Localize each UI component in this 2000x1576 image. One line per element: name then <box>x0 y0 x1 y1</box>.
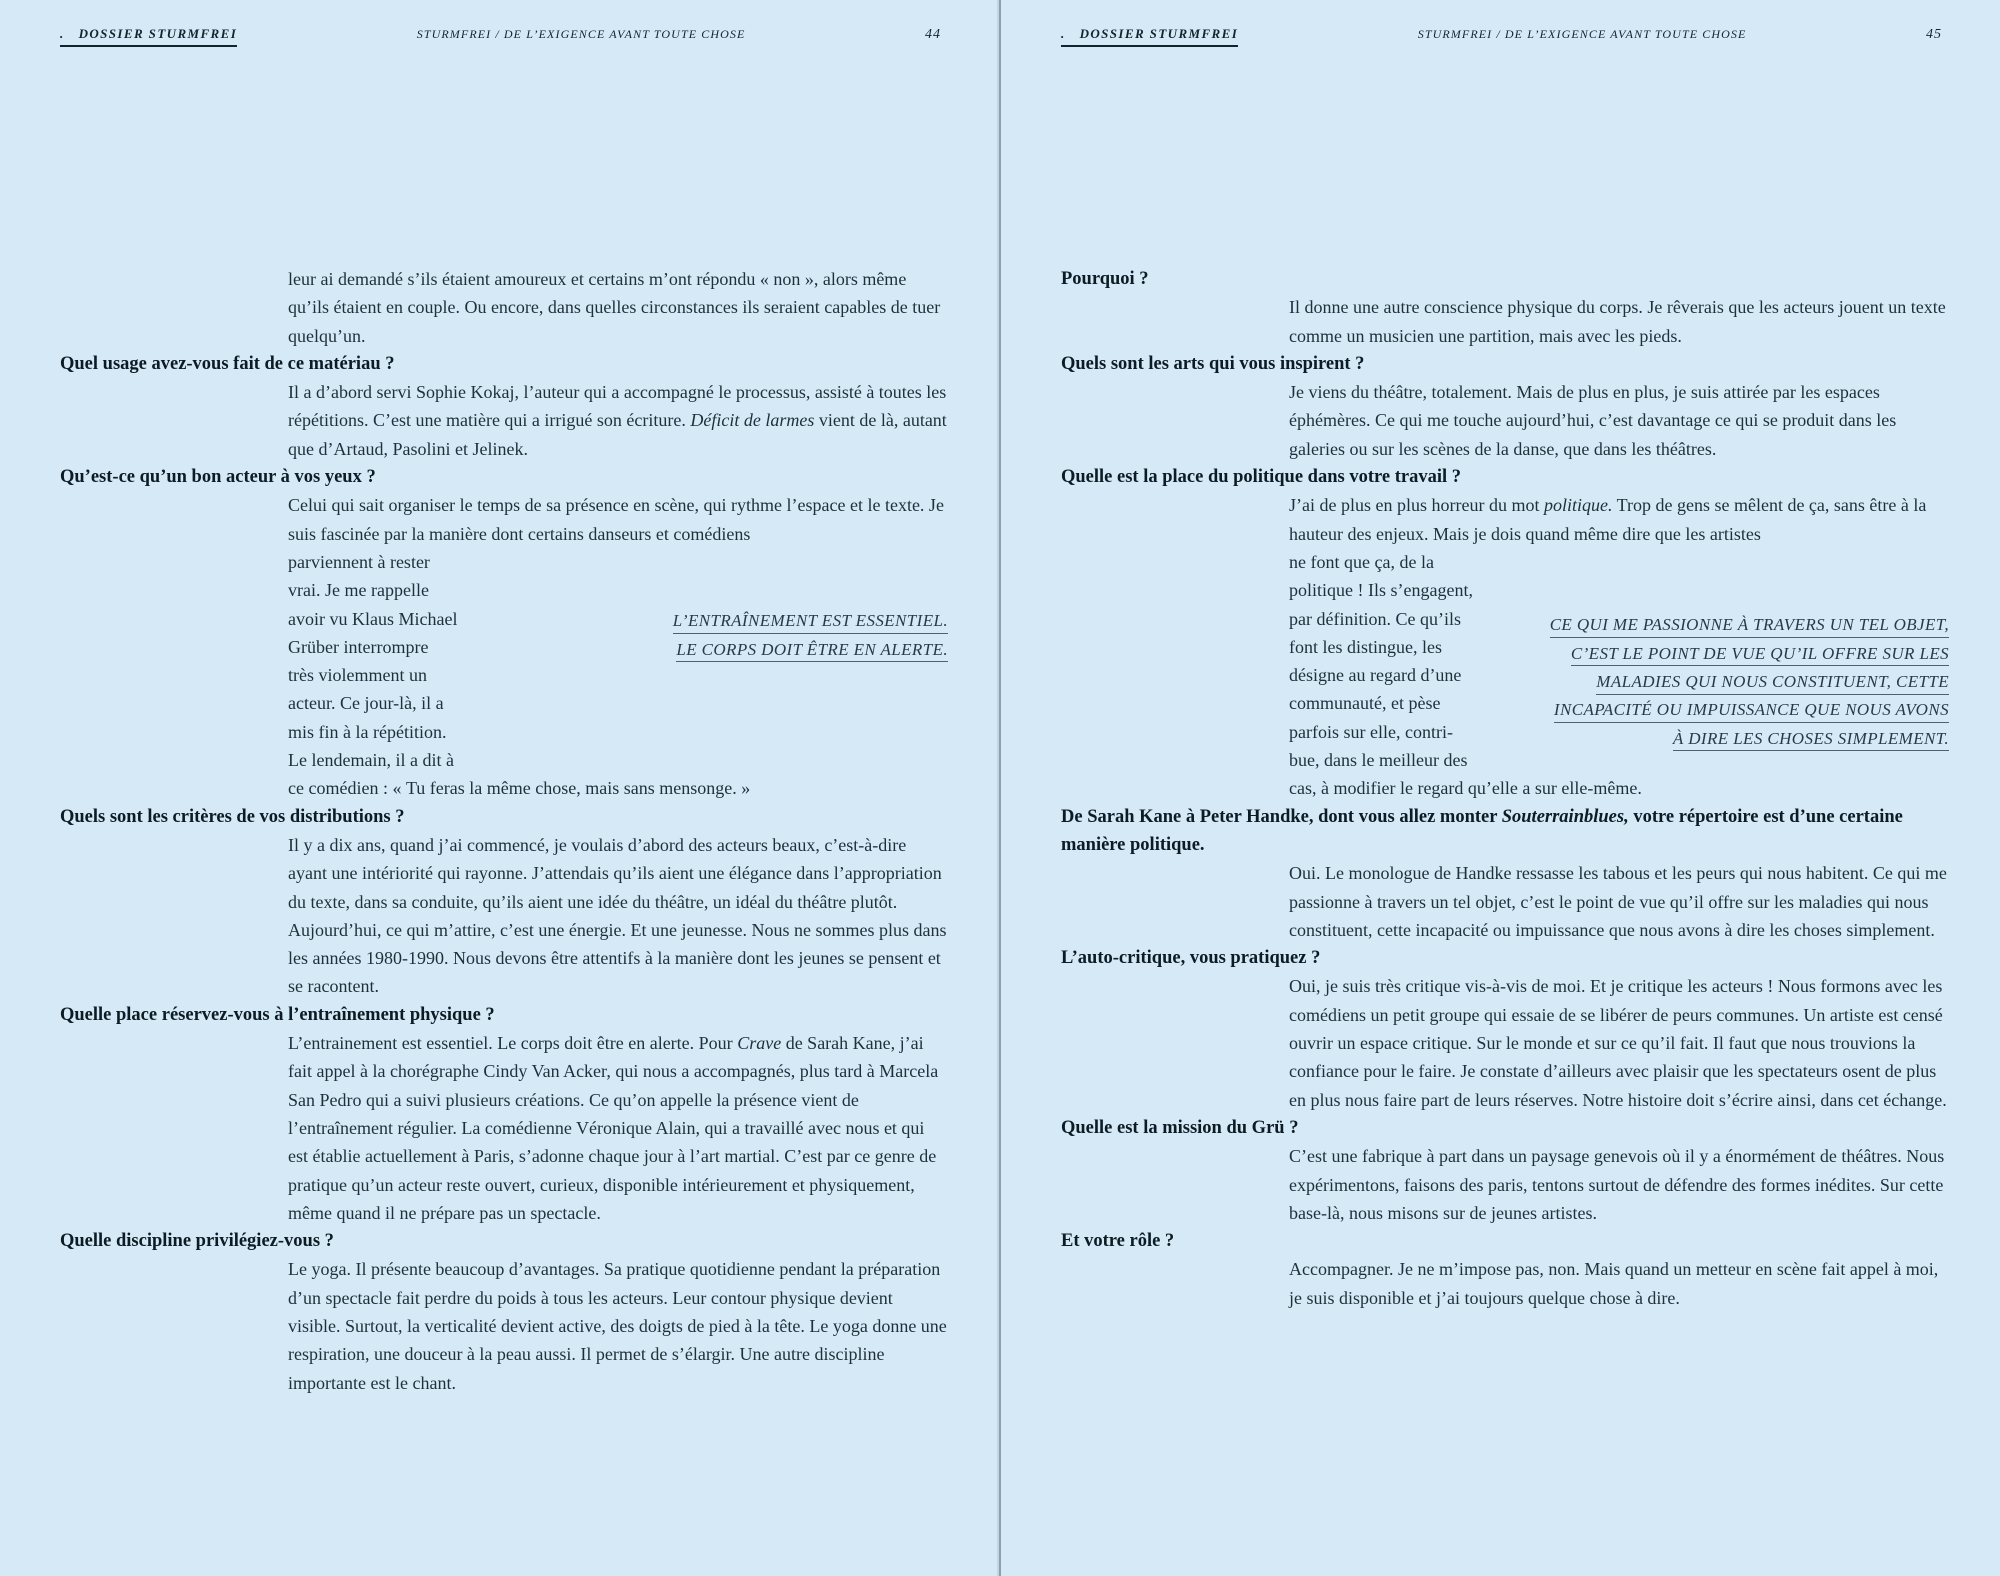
interview-question <box>1061 803 1942 860</box>
interview-question <box>1061 463 1942 491</box>
answer-narrow-line: mis fin à la répétition. <box>288 721 447 742</box>
italic-text: Souterrainblues, <box>1501 806 1629 827</box>
interview-answer <box>288 265 948 350</box>
text-segment: Quelle place réservez-vous à l’entraînement physique ? <box>60 1004 495 1025</box>
pull-quote-text: C’EST LE POINT DE VUE QU’IL OFFRE SUR LES <box>1571 644 1949 667</box>
text-segment: L’entrainement est essentiel. Le corps doit être en alerte. Pour <box>288 1033 738 1054</box>
text-segment: de Sarah Kane, j’ai fait appel à la chorégraphe Cindy Van Acker, qui nous a accompagnés, plus tard à Marcela San Pedro qui a suivi plusieurs créations. Ce qu’on appelle la présence vient de l’entraînement régulier. La comédienne Véronique Alain, qui a travaillé avec nous et qui est établie actuellement à Paris, s’adonne chaque jour à l’art martial. C’est par ce genre de pratique qu’un acteur reste ouvert, curieux, disponible intérieurement et physiquement, même quand il ne prépare pas un spectacle. <box>288 1033 939 1223</box>
header-running-title: STURMFREI / DE L’EXIGENCE AVANT TOUTE CHOSE <box>416 27 746 41</box>
pull-quote-text: MALADIES QUI NOUS CONSTITUENT, CETTE <box>1596 672 1949 695</box>
italic-text: Crave <box>737 1033 782 1054</box>
header-dossier-label: . DOSSIER STURMFREI <box>60 26 237 47</box>
text-segment: Quels sont les critères de vos distributions ? <box>60 806 405 827</box>
text-segment: Quel usage avez-vous fait de ce matériau ? <box>60 353 395 374</box>
pull-quote-line <box>1513 725 1949 753</box>
pull-quote <box>1513 611 1949 752</box>
answer-narrow-line: font les distingue, les <box>1289 636 1442 657</box>
answer-narrow-line: vrai. Je me rappelle <box>288 580 429 601</box>
page-header <box>1061 26 1942 47</box>
pull-quote-line <box>1513 668 1949 696</box>
italic-text: Déficit de larmes <box>690 410 815 431</box>
answer-bottom-text <box>288 778 750 798</box>
answer-narrow-line: par définition. Ce qu’ils <box>1289 608 1461 629</box>
interview-answer <box>1289 972 1949 1113</box>
header-running-title: STURMFREI / DE L’EXIGENCE AVANT TOUTE CHOSE <box>1417 27 1747 41</box>
answer-narrow-line: ne font que ça, de la <box>1289 551 1434 572</box>
interview-question <box>60 463 941 491</box>
pull-quote-line <box>646 636 948 664</box>
text-segment: ce comédien : « Tu feras la même chose, mais sans mensonge. » <box>288 778 751 799</box>
interview-answer-with-pullquote <box>288 491 948 802</box>
answer-narrow-line: désigne au regard d’une <box>1289 665 1462 686</box>
page-left <box>0 0 999 1576</box>
answer-top-text <box>288 495 944 543</box>
interview-answer <box>1289 293 1949 350</box>
answer-narrow-line: politique ! Ils s’engagent, <box>1289 580 1473 601</box>
interview-answer <box>1289 859 1949 944</box>
text-segment: De Sarah Kane à Peter Handke, dont vous allez monter <box>1061 806 1502 827</box>
pull-quote-text: INCAPACITÉ OU IMPUISSANCE QUE NOUS AVONS <box>1554 700 1949 723</box>
interview-answer <box>1289 378 1949 463</box>
text-segment: leur ai demandé s’ils étaient amoureux et certains m’ont répondu « non », alors même qu’ils étaient en couple. Ou encore, dans quelles circonstances ils seraient capables de tuer quelqu’un. <box>288 269 941 346</box>
answer-narrow-line: Le lendemain, il a dit à <box>288 750 454 771</box>
text-segment: Pourquoi ? <box>1061 269 1149 289</box>
answer-narrow-line: très violemment un <box>288 665 427 686</box>
pull-quote-text: LE CORPS DOIT ÊTRE EN ALERTE. <box>676 640 948 663</box>
interview-question <box>60 803 941 831</box>
interview-question <box>1061 350 1942 378</box>
pull-quote-text: À DIRE LES CHOSES SIMPLEMENT. <box>1673 729 1949 752</box>
header-dossier-label: . DOSSIER STURMFREI <box>1061 26 1238 47</box>
interview-answer <box>1289 1142 1949 1227</box>
text-segment: votre répertoire est d’une certaine manière politique. <box>1061 806 1903 855</box>
answer-narrow-line: acteur. Ce jour-là, il a <box>288 693 444 714</box>
text-segment: Il a d’abord servi Sophie Kokaj, l’auteur qui a accompagné le processus, assisté à toutes les répétitions. C’est une matière qui a irrigué son écriture. <box>288 382 947 431</box>
interview-answer-with-pullquote <box>1289 491 1949 802</box>
pull-quote <box>646 607 948 664</box>
interview-question <box>60 350 941 378</box>
text-segment: Accompagner. Je ne m’impose pas, non. Mais quand un metteur en scène fait appel à moi, je suis disponible et j’ai toujours quelque chose à dire. <box>1289 1259 1939 1308</box>
page-number: 44 <box>925 27 941 42</box>
answer-narrow-line: bue, dans le meilleur des <box>1289 750 1468 771</box>
page-right <box>1001 0 2000 1576</box>
pull-quote-text: CE QUI ME PASSIONNE À TRAVERS UN TEL OBJET, <box>1550 615 1949 638</box>
text-segment: Et votre rôle ? <box>1061 1231 1175 1252</box>
interview-column <box>60 265 948 1397</box>
pull-quote-line <box>1513 611 1949 639</box>
interview-question <box>60 1001 941 1029</box>
pull-quote-line <box>646 607 948 635</box>
interview-question <box>60 1227 941 1255</box>
interview-question <box>1061 1227 1942 1255</box>
text-segment: Je viens du théâtre, totalement. Mais de plus en plus, je suis attirée par les espaces éphémères. Ce qui me touche aujourd’hui, c’est davantage ce qui se produit dans les galeries ou sur les scènes de la danse, que dans les théâtres. <box>1289 382 1897 459</box>
text-segment: Trop de gens se mêlent de ça, sans être à la hauteur des enjeux. Mais je dois quand même dire que les artistes <box>1289 495 1927 544</box>
text-segment: Le yoga. Il présente beaucoup d’avantages. Sa pratique quotidienne pendant la préparation d’un spectacle fait perdre du poids à tous les acteurs. Leur contour physique devient visible. Surtout, la verticalité devient active, des doigts de pied à la tête. Le yoga donne une respiration, une douceur à la peau aussi. Il permet de s’élargir. Une autre discipline importante est le chant. <box>288 1259 947 1393</box>
text-segment: Quels sont les arts qui vous inspirent ? <box>1061 353 1365 374</box>
answer-narrow-line: avoir vu Klaus Michael <box>288 608 458 629</box>
interview-question <box>1061 265 1942 293</box>
pull-quote-line <box>1513 640 1949 668</box>
text-segment: Quelle est la place du politique dans votre travail ? <box>1061 467 1461 488</box>
text-segment: Il y a dix ans, quand j’ai commencé, je voulais d’abord des acteurs beaux, c’est-à-dire ayant une intériorité qui rayonne. J’attendais qu’ils aient une élégance dans l’appropriation du texte, dans sa conduite, qu’ils aient une idée du théâtre, un idéal du théâtre plutôt. Aujourd’hui, ce qui m’attire, c’est une énergie. Et une jeunesse. Nous ne sommes plus dans les années 1980-1990. Nous devons être attentifs à la manière dont les jeunes se pensent et se racontent. <box>288 834 947 997</box>
interview-answer <box>288 831 948 1001</box>
answer-narrow-line: Grüber interrompre <box>288 636 429 657</box>
text-segment: Celui qui sait organiser le temps de sa présence en scène, qui rythme l’espace et le texte. Je suis fascinée par la manière dont certains danseurs et comédiens <box>288 495 944 544</box>
text-segment: Quelle discipline privilégiez-vous ? <box>60 1231 334 1252</box>
pull-quote-line <box>1513 696 1949 724</box>
interview-answer <box>288 1029 948 1227</box>
answer-narrow-line: parfois sur elle, contri- <box>1289 721 1453 742</box>
text-segment: Qu’est-ce qu’un bon acteur à vos yeux ? <box>60 467 376 488</box>
page-number: 45 <box>1926 27 1942 42</box>
text-segment: vient de là, autant que d’Artaud, Pasolini et Jelinek. <box>288 410 947 459</box>
text-segment: C’est une fabrique à part dans un paysage genevois où il y a énormément de théâtres. Nous expérimentons, faisons des paris, tentons surtout de défendre des formes inédites. Sur cette base-là, nous misons sur de jeunes artistes. <box>1289 1146 1945 1223</box>
text-segment: cas, à modifier le regard qu’elle a sur elle-même. <box>1289 778 1642 799</box>
italic-text: politique. <box>1543 495 1613 516</box>
answer-narrow-line: communauté, et pèse <box>1289 693 1441 714</box>
interview-answer <box>288 1255 948 1396</box>
interview-question <box>1061 1114 1942 1142</box>
text-segment: J’ai de plus en plus horreur du mot <box>1289 495 1544 516</box>
answer-narrow-line: parviennent à rester <box>288 551 430 572</box>
interview-answer <box>288 378 948 463</box>
answer-bottom-text <box>1289 778 1642 798</box>
text-segment: Oui, je suis très critique vis-à-vis de moi. Et je critique les acteurs ! Nous formons avec les comédiens un petit groupe qui essaie de se libérer de peurs communes. Un artiste est censé ouvrir un espace critique. Sur le monde et sur ce qu’il fait. Il faut que nous trouvions la confiance pour le faire. Je constate d’ailleurs avec plaisir que les spectateurs osent de plus en plus nous faire part de leurs réserves. Notre histoire doit s’écrire ainsi, dans cet échange. <box>1289 976 1947 1110</box>
page-header <box>60 26 941 47</box>
interview-answer <box>1289 1255 1949 1312</box>
text-segment: Il donne une autre conscience physique du corps. Je rêverais que les acteurs jouent un texte comme un musicien une partition, mais avec les pieds. <box>1289 297 1946 346</box>
answer-top-text <box>1289 495 1926 543</box>
pull-quote-text: L’ENTRAÎNEMENT EST ESSENTIEL. <box>673 611 948 634</box>
text-segment: L’auto-critique, vous pratiquez ? <box>1061 948 1321 969</box>
interview-question <box>1061 944 1942 972</box>
text-segment: Quelle est la mission du Grü ? <box>1061 1117 1299 1138</box>
interview-column <box>1061 265 1949 1312</box>
text-segment: Oui. Le monologue de Handke ressasse les tabous et les peurs qui nous habitent. Ce qui me passionne à travers un tel objet, c’est le point de vue qu’il offre sur les maladies qui nous constituent, cette incapacité ou impuissance que nous avons à dire les choses simplement. <box>1289 863 1947 940</box>
